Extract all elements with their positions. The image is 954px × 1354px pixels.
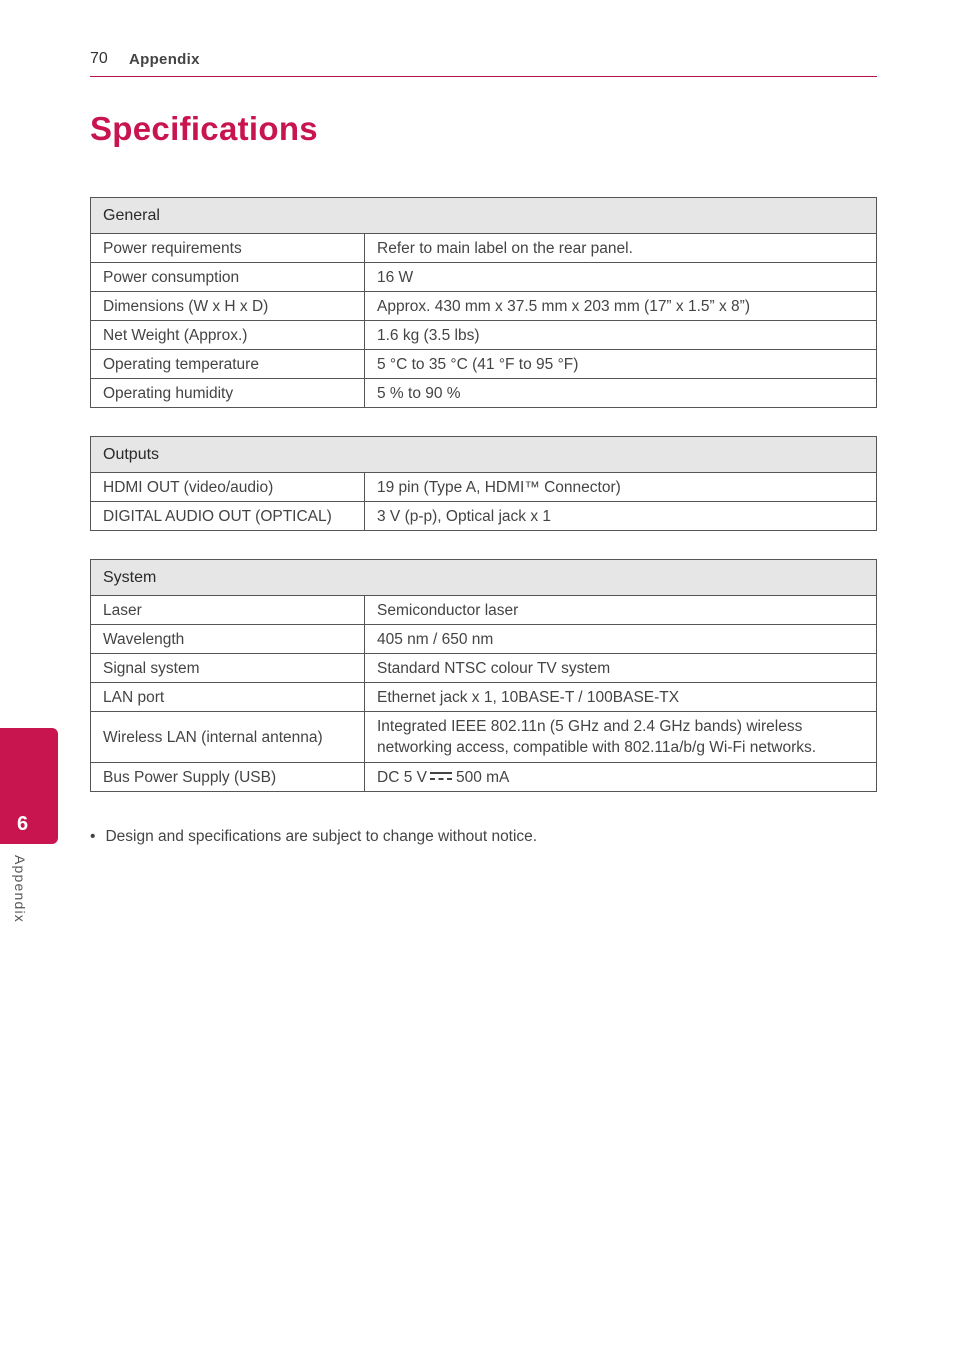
table-heading-general: General xyxy=(91,198,877,234)
table-row xyxy=(91,234,877,263)
table-row xyxy=(91,683,877,712)
table-row xyxy=(91,712,877,763)
spec-label: Signal system xyxy=(91,654,365,683)
spec-label: HDMI OUT (video/audio) xyxy=(91,473,365,502)
spec-value: Refer to main label on the rear panel. xyxy=(365,234,877,263)
spec-label: Power requirements xyxy=(91,234,365,263)
spec-label: LAN port xyxy=(91,683,365,712)
spec-label: Power consumption xyxy=(91,263,365,292)
disclaimer-note xyxy=(90,828,537,846)
table-row xyxy=(91,654,877,683)
table-heading-system: System xyxy=(91,560,877,596)
spec-label: Operating temperature xyxy=(91,350,365,379)
spec-label: Dimensions (W x H x D) xyxy=(91,292,365,321)
page-header xyxy=(90,48,877,77)
spec-value: 1.6 kg (3.5 lbs) xyxy=(365,321,877,350)
table-header-row xyxy=(91,560,877,596)
table-row xyxy=(91,596,877,625)
spec-value: 19 pin (Type A, HDMI™ Connector) xyxy=(365,473,877,502)
table-row xyxy=(91,350,877,379)
chapter-tab xyxy=(0,728,58,844)
table-row xyxy=(91,321,877,350)
spec-value: 3 V (p-p), Optical jack x 1 xyxy=(365,502,877,531)
spec-value: 5 °C to 35 °C (41 °F to 95 °F) xyxy=(365,350,877,379)
spec-value xyxy=(365,712,877,763)
table-row xyxy=(91,292,877,321)
spec-label: Bus Power Supply (USB) xyxy=(91,763,365,792)
spec-label: Laser xyxy=(91,596,365,625)
table-row xyxy=(91,625,877,654)
spec-label: Wavelength xyxy=(91,625,365,654)
spec-value: Semiconductor laser xyxy=(365,596,877,625)
table-row xyxy=(91,763,877,792)
chapter-label: Appendix xyxy=(12,855,28,923)
spec-value xyxy=(365,763,877,792)
bullet-icon: • xyxy=(90,828,96,845)
spec-value-suffix: 500 mA xyxy=(455,768,510,786)
spec-label: Net Weight (Approx.) xyxy=(91,321,365,350)
spec-value: Standard NTSC colour TV system xyxy=(365,654,877,683)
table-row xyxy=(91,502,877,531)
spec-value: Ethernet jack x 1, 10BASE-T / 100BASE-TX xyxy=(365,683,877,712)
spec-value-prefix: DC 5 V xyxy=(377,768,427,786)
header-section-name: Appendix xyxy=(129,51,200,68)
table-header-row xyxy=(91,198,877,234)
spec-label: Wireless LAN (internal antenna) xyxy=(91,712,365,763)
table-row xyxy=(91,379,877,408)
page-number: 70 xyxy=(90,50,108,67)
general-spec-table xyxy=(90,197,877,408)
page-title: Specifications xyxy=(90,110,318,147)
dc-current-symbol-icon xyxy=(430,772,452,781)
outputs-spec-table xyxy=(90,436,877,531)
table-heading-outputs: Outputs xyxy=(91,437,877,473)
spec-label: Operating humidity xyxy=(91,379,365,408)
spec-value: 405 nm / 650 nm xyxy=(365,625,877,654)
table-header-row xyxy=(91,437,877,473)
spec-value-line-2: networking access, compatible with 802.11a/b/g Wi-Fi networks. xyxy=(377,739,817,756)
spec-value: Approx. 430 mm x 37.5 mm x 203 mm (17” x 1.5” x 8”) xyxy=(365,292,877,321)
chapter-number: 6 xyxy=(17,813,29,835)
table-row xyxy=(91,473,877,502)
spec-label: DIGITAL AUDIO OUT (OPTICAL) xyxy=(91,502,365,531)
spec-value-line-1: Integrated IEEE 802.11n (5 GHz and 2.4 GHz bands) wireless xyxy=(377,718,803,735)
system-spec-table xyxy=(90,559,877,792)
note-text: Design and specifications are subject to change without notice. xyxy=(105,828,538,845)
spec-value: 16 W xyxy=(365,263,877,292)
spec-value: 5 % to 90 % xyxy=(365,379,877,408)
table-row xyxy=(91,263,877,292)
